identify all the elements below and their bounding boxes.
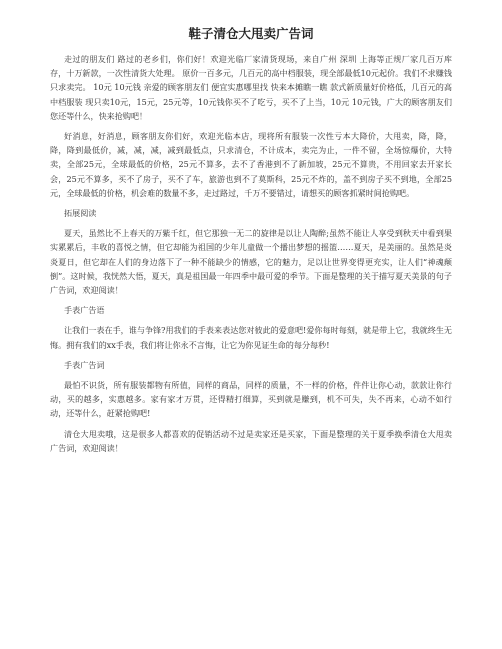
heading-watch-slogan: 手表广告语 [64, 305, 105, 316]
paragraph-clearance: 清仓大甩卖哦，这是很多人都喜欢的促销活动不过是卖家还是买家，下面是整理的关于夏季换季清仓大甩卖广告词，欢迎阅读！ [50, 428, 452, 453]
paragraph-good-news: 好消息，好消息，顾客朋友你们好，欢迎光临本店，现将所有服装一次性亏本大降价，大甩卖，降，降，降，降到最低价，减，减，减，减到最低点，只求清仓，不计成本，卖完为止，一件不留，全场惊爆价，大特卖，全部25元，全球最低的价格，25元不算多，去不了香港到不了新加坡，25元不算贵，不用回家去开家长会，25元不算多，买不了房子，买不了车，旅游也到不了莫斯科，25元不炸的，盖不到房子买不到地，全部25元，全球最低的价格，机会难的数量不多，走过路过，千万不要错过，请想买的顾客抓紧时间抢购吧。 [50, 131, 452, 198]
paragraph-clothing-value: 最怕不识货，所有服装都物有所值，同样的商品，同样的质量，不一样的价格，件件让你心动，款款让你行动，买的越多，实惠越多。家有家才万贯，还得精打细算，买到就是赚到，机不可失，失不再来，心动不如行动，还等什么，赶紧抢购吧! [50, 380, 452, 419]
document-title: 鞋子清仓大甩卖广告词 [188, 26, 314, 41]
paragraph-summer: 夏天，虽然比不上春天的万紫千红，但它那独一无二的旋律是以让人陶醉;虽然不能让人享受到秋天中看到果实累累后，丰收的喜悦之情，但它却能为祖国的少年儿童做一个播出梦想的摇篮……夏天，是美丽的。虽然是炎炎夏日，但它却在人们的身边落下了一种不能缺少的情感，它的魅力，足以让世界变得更充实，让人们“神魂颠倒”。这时候，我恍然大悟，夏天，真是祖国最一年四季中最可爱的季节。下面是整理的关于描写夏天美景的句子广告词，欢迎阅读！ [50, 228, 452, 296]
paragraph-intro: 走过的朋友们 路过的老乡们，你们好！欢迎光临厂家清货现场，来自广州 深圳 上海等正规厂家几百万库存，十万新款，一次性清货大处理。 原价一百多元，几百元的高中档服装，现全部最低10元起价。我们不求赚钱 只求卖完。 10元 10元钱 亲爱的顾客朋友们 便宜实惠哪里找 快来本摊瞧一瞧 款式新质量好价格低，几百元的高中档服装 现只卖10元，15元，25元等，10元钱你买不了吃亏，买不了上当，10元 10元钱，广大的顾客朋友们您还等什么，快来抢购吧！ [50, 54, 452, 121]
paragraph-watch: 让我们一表在手，谁与争锋?用我们的手表来表达您对彼此的爱意吧!爱你每时每刻，就是带上它，我就终生无悔。拥有我们的xx手表，我们将让你永不言悔，让它为你见证生命的每分每秒! [50, 325, 453, 350]
heading-extended-reading: 拓展阅读 [64, 208, 97, 219]
heading-watch-ad: 手表广告词 [64, 359, 105, 370]
